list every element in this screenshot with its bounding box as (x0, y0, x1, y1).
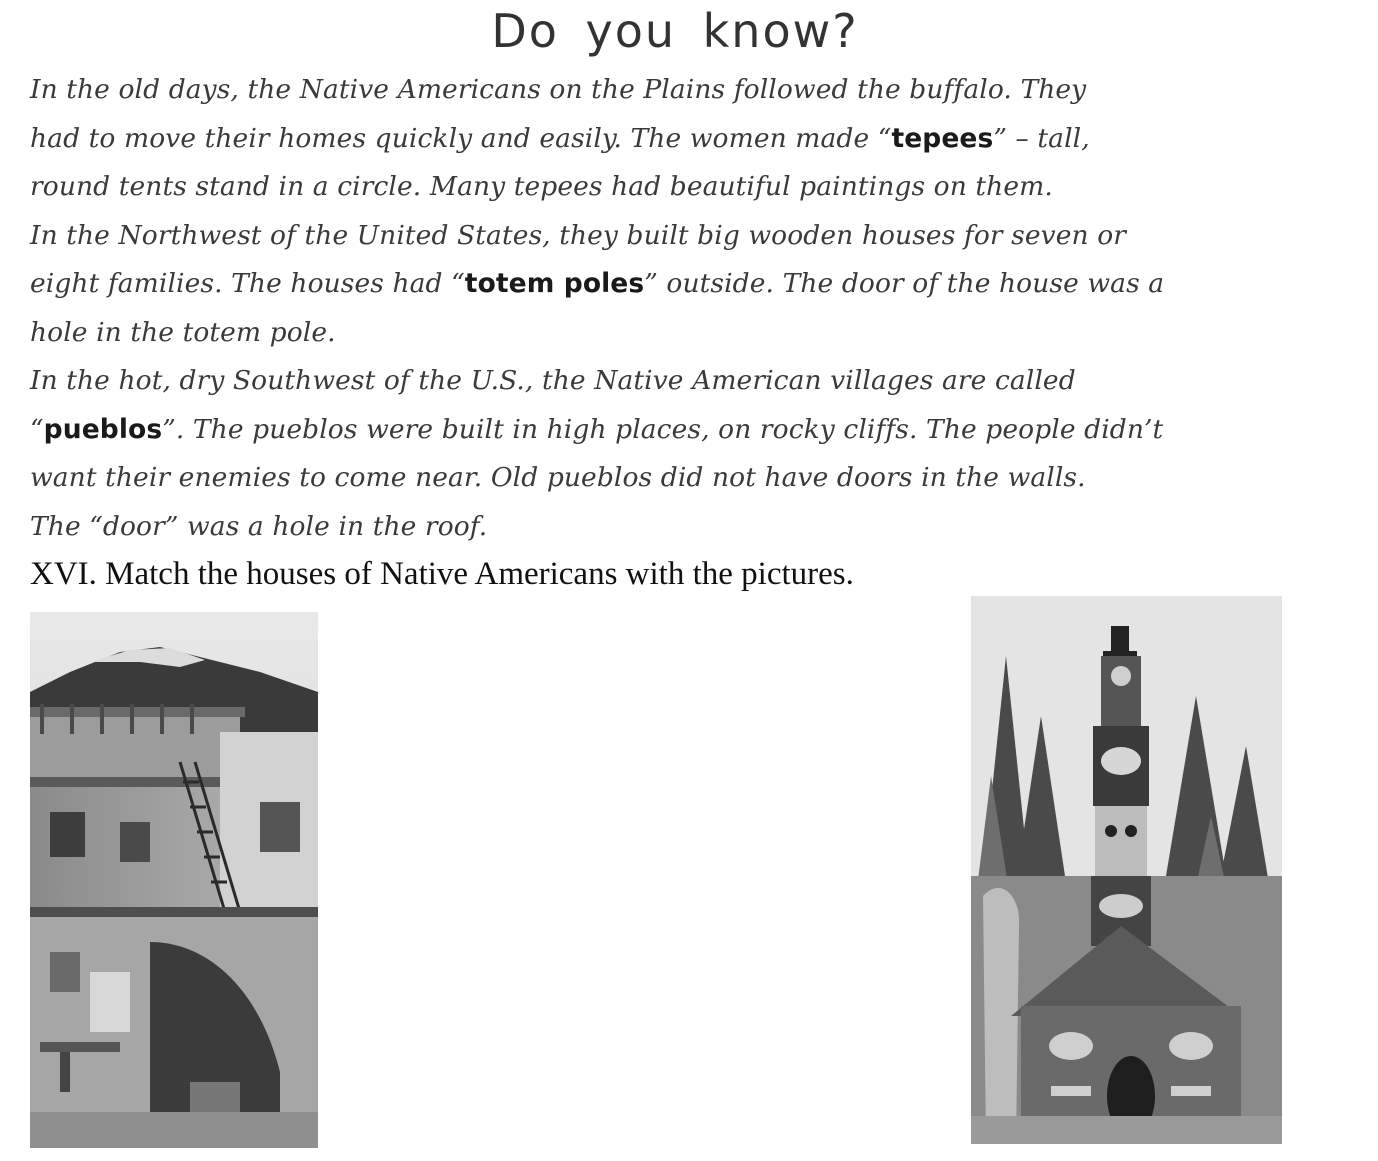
text-line: In the hot, dry Southwest of the U.S., the Native American villages are called (30, 365, 1076, 396)
keyword-totem-poles: totem poles (464, 268, 645, 299)
text-line: round tents stand in a circle. Many tepees had beautiful paintings on them. (30, 171, 1053, 202)
text-line: The “door” was a hole in the roof. (30, 510, 488, 542)
text-line: want their enemies to come near. Old pueblos did not have doors in the walls. (30, 462, 1086, 493)
text-line: hole in the totem pole. (30, 316, 336, 348)
text-line: “pueblos”. The pueblos were built in high places, on rocky cliffs. The people didn’t (30, 413, 1164, 445)
text-line: eight families. The houses had “totem poles” outside. The door of the house was a (30, 268, 1165, 299)
text-line: had to move their homes quickly and easily. The women made “tepees” – tall, (30, 122, 1090, 154)
pueblo-photo (30, 612, 318, 1148)
keyword-pueblos: pueblos (43, 413, 163, 445)
keyword-tepees: tepees (891, 122, 994, 154)
text-line: In the old days, the Native Americans on the Plains followed the buffalo. They (30, 74, 1087, 105)
exercise-heading: XVI. Match the houses of Native Americans with the pictures. (30, 556, 854, 592)
totem-pole-photo (971, 596, 1282, 1144)
text-line: In the Northwest of the United States, they built big wooden houses for seven or (30, 219, 1127, 251)
page-title: Do you know? (491, 4, 859, 58)
reading-text (30, 66, 1360, 551)
